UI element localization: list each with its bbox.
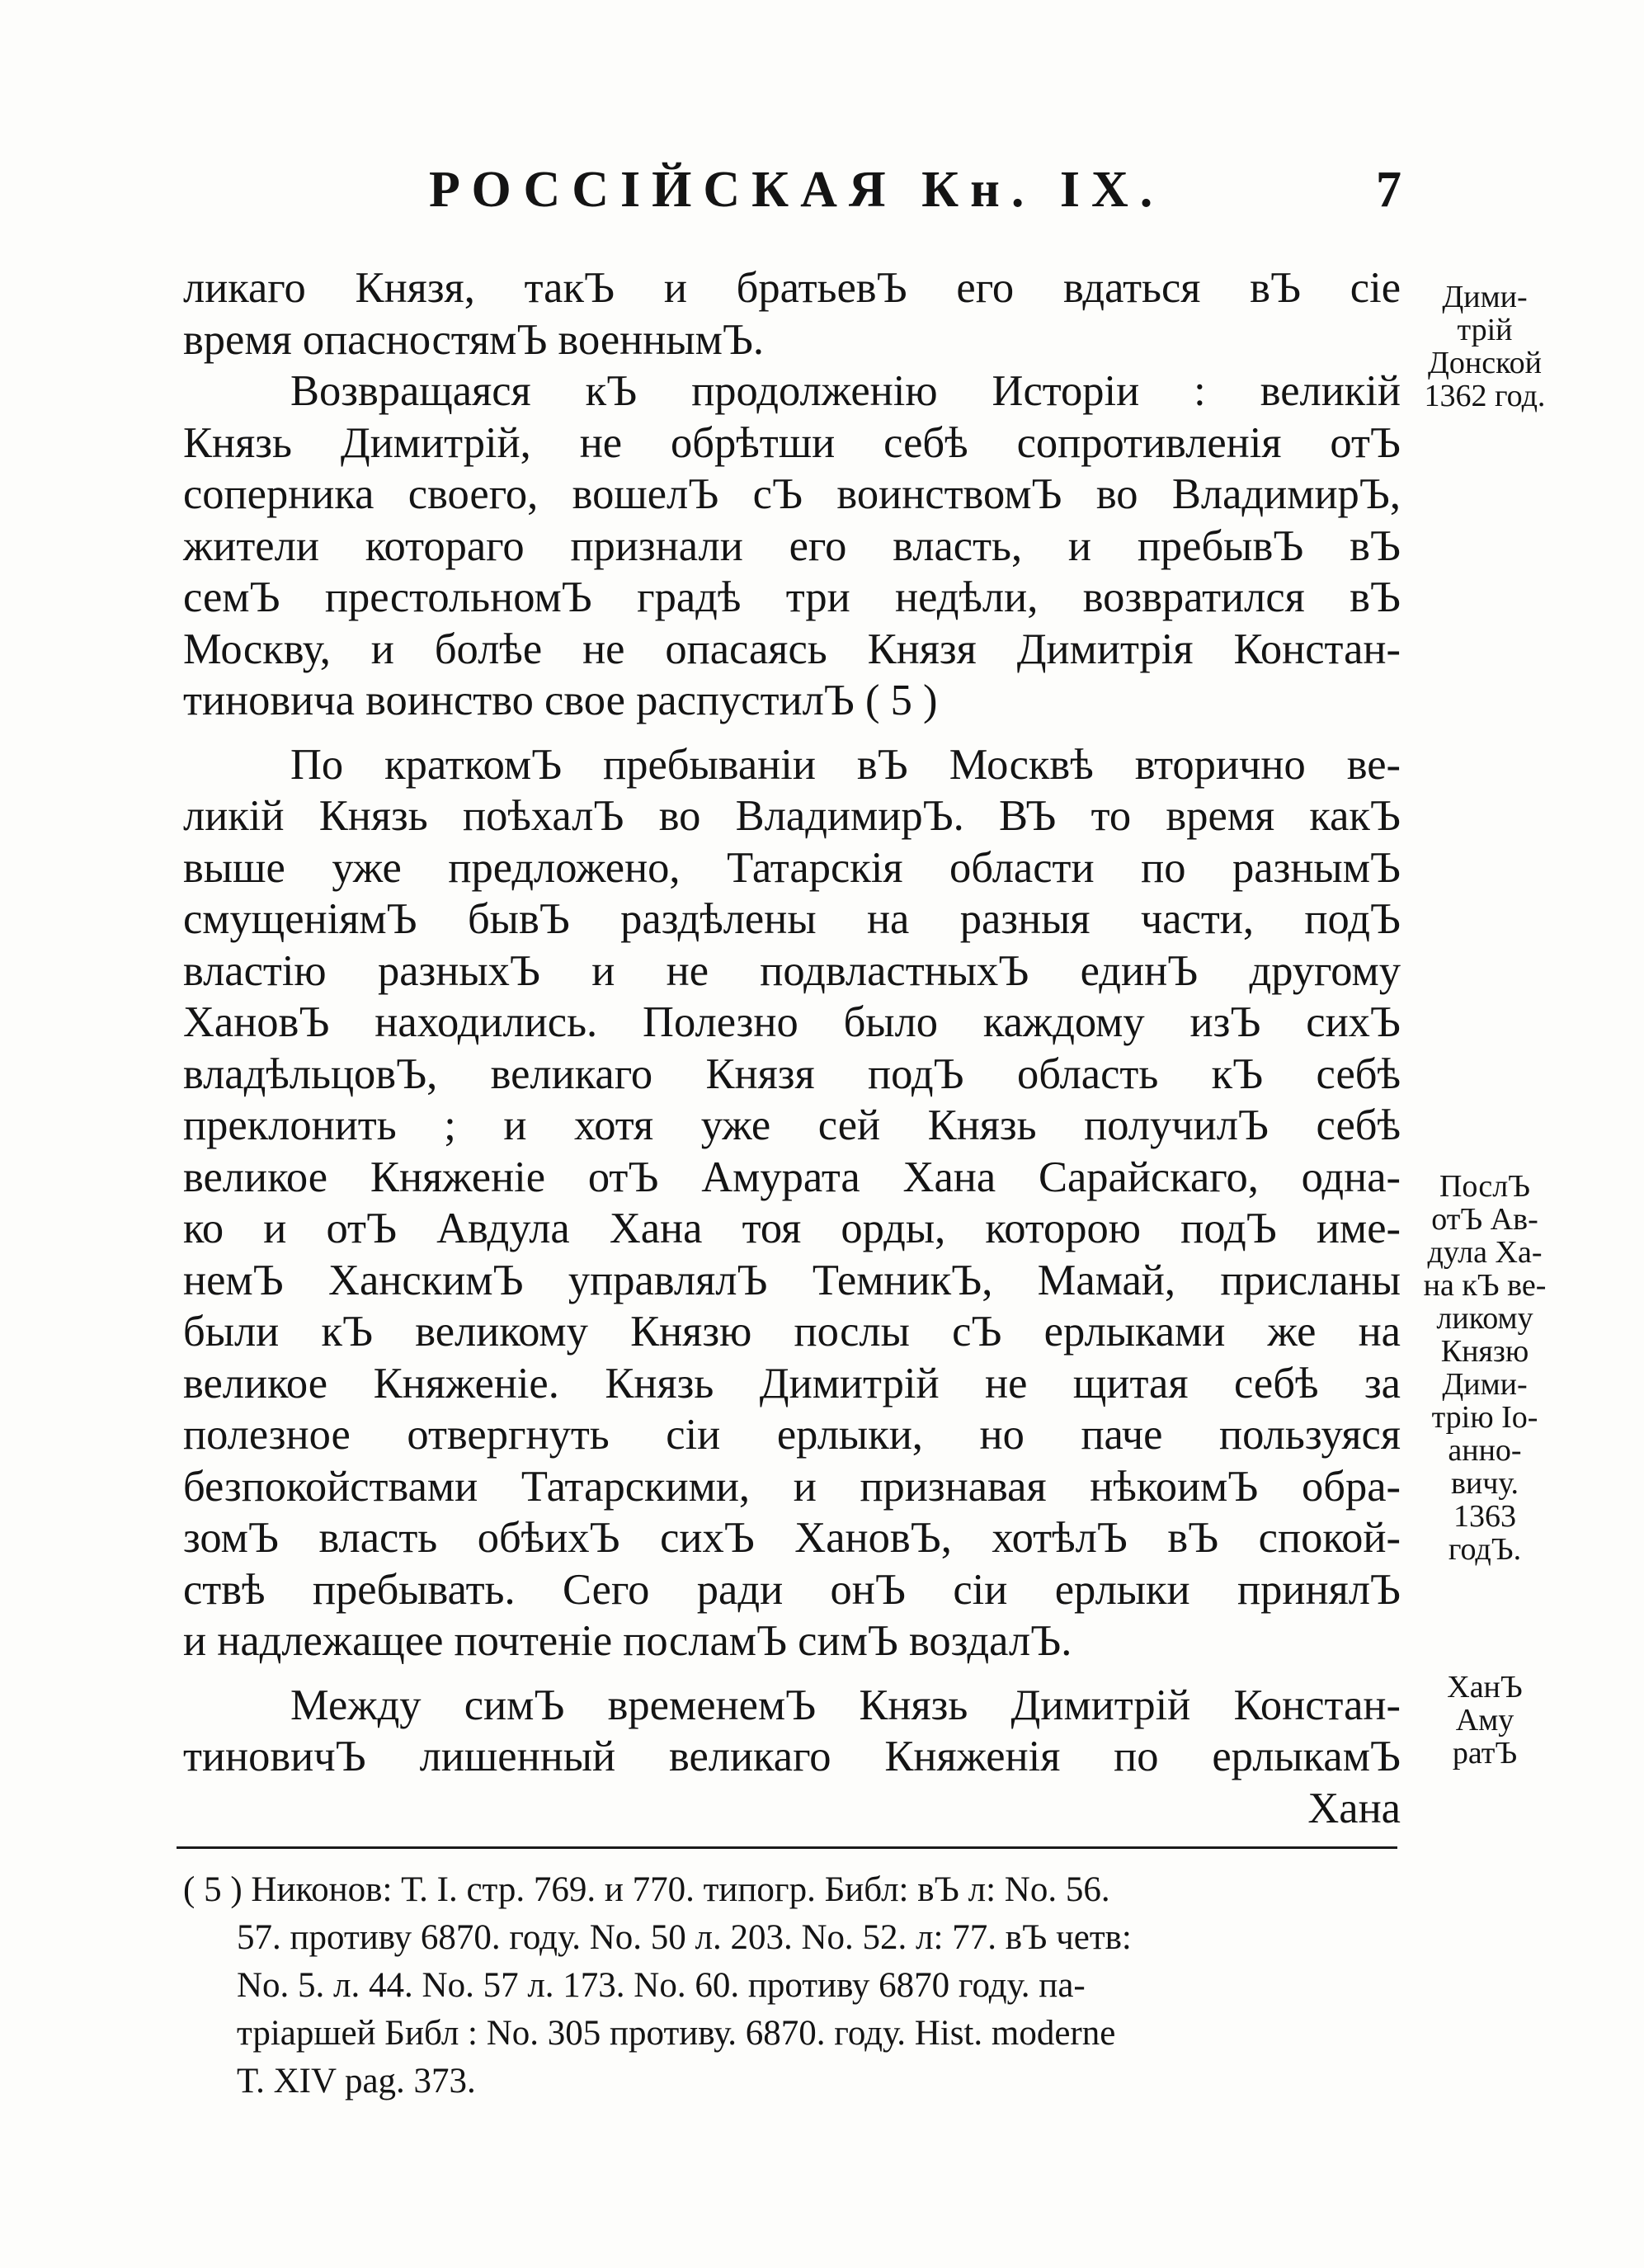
footnote-divider xyxy=(177,1846,1397,1849)
text-line: ствѣ пребывать. Сего ради онЪ сіи ерлыки принялЪ xyxy=(183,1565,1401,1614)
text-line: выше уже предложено, Татарскія области по разнымЪ xyxy=(183,843,1401,892)
footnote-line: тріаршей Библ : No. 305 противу. 6870. году. Hist. moderne xyxy=(237,2014,1116,2053)
running-title: РОССІЙСКАЯ Кн. IX. xyxy=(429,162,1165,218)
margin-note-khan: ХанЪ Аму ратЪ xyxy=(1447,1670,1523,1771)
text-line: тиновичЪ лишенный великаго Княженія по ерлыкамЪ xyxy=(183,1733,1401,1780)
text-line: великое Княженіе. Князь Димитрій не щитая себѣ за xyxy=(183,1359,1401,1407)
text-line: ХановЪ находились. Полезно было каждому изЪ сихЪ xyxy=(183,998,1401,1046)
text-line: Возвращаяся кЪ продолженію Исторіи : великій xyxy=(290,367,1401,415)
text-line: немЪ ХанскимЪ управлялЪ ТемникЪ, Мамай, присланы xyxy=(183,1256,1401,1304)
margin-note-donskoy: Дими- трій Донской 1362 год. xyxy=(1424,280,1546,413)
text-line: ликаго Князя, такЪ и братьевЪ его вдаться вЪ сіе xyxy=(183,264,1401,312)
text-line: безпокойствами Татарскими, и признавая нѣкоимЪ обра- xyxy=(183,1462,1401,1511)
text-line: ко и отЪ Авдула Хана тоя орды, которою подЪ име- xyxy=(183,1205,1401,1252)
text-line: жители котораго признали его власть, и пребывЪ вЪ xyxy=(183,521,1401,570)
footnote-line: No. 5. л. 44. No. 57 л. 173. No. 60. противу 6870 году. па- xyxy=(237,1966,1086,2005)
footnote-line: 57. противу 6870. году. No. 50 л. 203. No. 52. л: 77. вЪ четв: xyxy=(237,1918,1132,1957)
text-line: полезное отвергнуть сіи ерлыки, но паче пользуяся xyxy=(183,1411,1401,1459)
text-line: владѣльцовЪ, великаго Князя подЪ область кЪ себѣ xyxy=(183,1049,1401,1098)
text-line: соперника своего, вошелЪ сЪ воинствомЪ во ВладимирЪ, xyxy=(183,470,1401,518)
text-line: По краткомЪ пребываніи вЪ Москвѣ вторично ве- xyxy=(290,740,1401,789)
margin-note-envoy: ПослЪ отЪ Ав- дула Ха- на кЪ ве- ликому Князю Дими- трію Іо- анно- вичу. 1363 годЪ. xyxy=(1423,1169,1547,1567)
text-line: преклонить ; и хотя уже сей Князь получилЪ себѣ xyxy=(183,1101,1401,1149)
page-number: 7 xyxy=(1376,162,1401,218)
text-line: и надлежащее почтеніе посламЪ симЪ воздалЪ. xyxy=(183,1617,1072,1665)
text-line: Князь Димитрій, не обрѣтши себѣ сопротивленія отЪ xyxy=(183,418,1401,467)
text-line: великое Княженіе отЪ Амурата Хана Сарайскаго, одна- xyxy=(183,1153,1401,1201)
text-line: тиновича воинство свое распустилЪ ( 5 ) xyxy=(183,677,938,724)
catchword: Хана xyxy=(1307,1784,1401,1832)
text-line: властію разныхЪ и не подвластныхЪ единЪ другому xyxy=(183,946,1401,995)
text-line: ликій Князь поѣхалЪ во ВладимирЪ. ВЪ то время какЪ xyxy=(183,792,1401,840)
text-line: были кЪ великому Князю послы сЪ ерлыками же на xyxy=(183,1308,1401,1356)
main-text xyxy=(183,262,1401,1834)
text-line: Между симЪ временемЪ Князь Димитрій Констан- xyxy=(290,1681,1401,1729)
page-header xyxy=(0,161,1644,235)
text-line: смущеніямЪ бывЪ раздѣлены на разныя части, подЪ xyxy=(183,895,1401,943)
footnote xyxy=(183,1866,1401,2105)
text-line: семЪ престольномЪ градѣ три недѣли, возвратился вЪ xyxy=(183,573,1401,621)
footnote-line: ( 5 ) Никонов: Т. I. стр. 769. и 770. типогр. Библ: вЪ л: No. 56. xyxy=(183,1870,1110,1909)
text-line: Москву, и болѣе не опасаясь Князя Димитрія Констан- xyxy=(183,625,1401,673)
text-line: время опасностямЪ военнымЪ. xyxy=(183,315,765,364)
text-line: зомЪ власть обѣихЪ сихЪ ХановЪ, хотѣлЪ вЪ спокой- xyxy=(183,1514,1401,1562)
footnote-line: T. XIV pag. 373. xyxy=(237,2062,476,2101)
